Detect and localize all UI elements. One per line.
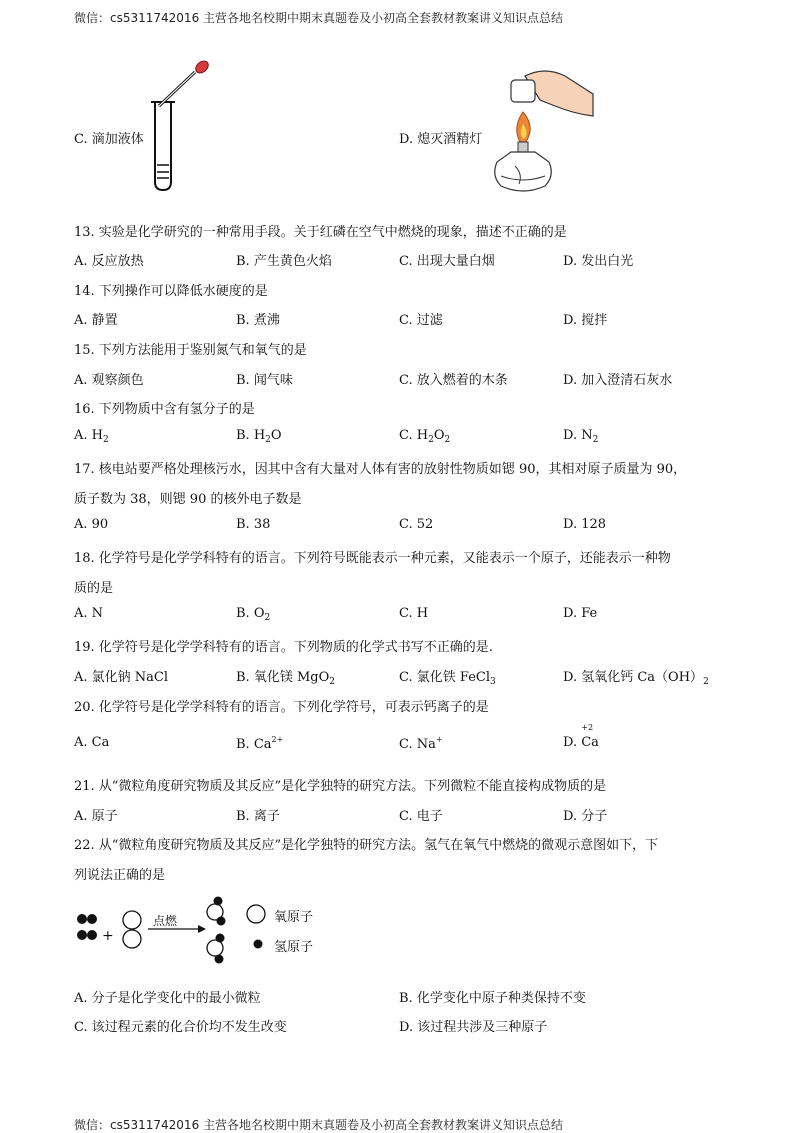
q14-stem: 14. 下列操作可以降低水硬度的是 [74,284,268,299]
q17-option-d: D. 128 [563,517,607,532]
q20-stem: 20. 化学符号是化学学科特有的语言。下列化学符号，可表示钙离子的是 [74,700,489,715]
q13-option-b: B. 产生黄色火焰 [236,254,332,269]
q22-option-d: D. 该过程共涉及三种原子 [399,1020,548,1035]
q22-option-c: C. 该过程元素的化合价均不发生改变 [74,1020,287,1035]
q17-option-a: A. 90 [74,517,109,532]
q16-stem: 16. 下列物质中含有氢分子的是 [74,402,255,417]
q21-option-d: D. 分子 [563,809,608,824]
q22-option-b: B. 化学变化中原子种类保持不变 [399,991,586,1006]
q16-option-a: A. $H_2$ [74,428,109,445]
q17-stem-line2: 质子数为 38，则锶 90 的核外电子数是 [74,492,302,507]
legend-oxygen-atom: 氧原子 [274,910,314,925]
dropper-test-tube-figure [145,60,215,192]
extinguish-alcohol-lamp-figure [485,66,600,196]
q19-option-c: C. 氯化铁 FeCl$_3$ [399,670,496,687]
q15-option-c: C. 放入燃着的木条 [399,373,508,388]
q13-stem: 13. 实验是化学研究的一种常用手段。关于红磷在空气中燃烧的现象，描述不正确的是 [74,225,567,240]
q20-option-b: B. $Ca^{2+}$ [236,735,284,752]
q14-option-a: A. 静置 [74,313,118,328]
q12-option-c: C. 滴加液体 [74,132,144,147]
legend-hydrogen-atom: 氢原子 [274,940,314,955]
q18-option-c: C. H [399,606,429,621]
q13-option-c: C. 出现大量白烟 [399,254,495,269]
q18-option-a: A. N [74,606,104,621]
q18-option-b: B. $O_2$ [236,606,271,623]
q13-option-d: D. 发出白光 [563,254,634,269]
q19-stem: 19. 化学符号是化学学科特有的语言。下列物质的化学式书写不正确的是. [74,640,493,655]
page-footer: 微信：cs5311742016 主营各地名校期中期末真题卷及小初高全套教材教案讲义知识点总结 [74,1118,564,1132]
q14-option-d: D. 搅拌 [563,313,608,328]
q17-option-b: B. 38 [236,517,271,532]
q14-option-b: B. 煮沸 [236,313,280,328]
q22-stem-line2: 列说法正确的是 [74,868,166,883]
reaction-diagram [70,888,370,970]
q15-option-b: B. 闻气味 [236,373,293,388]
q18-stem-line2: 质的是 [74,581,114,596]
page-header: 微信：cs5311742016 主营各地名校期中期末真题卷及小初高全套教材教案讲义知识点总结 [74,11,564,25]
q19-option-a: A. 氯化钠 NaCl [74,670,169,685]
q22-stem-line1: 22. 从“微粒角度研究物质及其反应”是化学独特的研究方法。氢气在氧气中燃烧的微观示意图如下，下 [74,838,659,853]
q21-stem: 21. 从“微粒角度研究物质及其反应”是化学独特的研究方法。下列微粒不能直接构成物质的是 [74,779,607,794]
q21-option-b: B. 离子 [236,809,280,824]
q19-option-d: D. 氢氧化钙 $Ca(OH)_2$ [563,670,709,687]
reaction-condition: 点燃 [153,914,178,928]
q13-option-a: A. 反应放热 [74,254,144,269]
q12-option-d: D. 熄灭酒精灯 [399,132,483,147]
plus-sign: + [102,928,114,944]
q20-option-d: D. +2 Ca [563,723,599,750]
q15-stem: 15. 下列方法能用于鉴别氮气和氧气的是 [74,343,307,358]
q21-option-a: A. 原子 [74,809,118,824]
q20-option-c: C. Na+ [399,735,443,752]
q20-option-a: A. Ca [74,735,110,750]
q16-option-b: B. $H_2O$ [236,428,282,445]
q16-option-c: C. $H_2O_2$ [399,428,451,445]
q22-option-a: A. 分子是化学变化中的最小微粒 [74,991,261,1006]
q15-option-a: A. 观察颜色 [74,373,144,388]
q14-option-c: C. 过滤 [399,313,443,328]
q17-option-c: C. 52 [399,517,434,532]
q18-option-d: D. Fe [563,606,598,621]
q16-option-d: D. $N_2$ [563,428,599,445]
valence-mark: +2 [581,723,594,732]
q21-option-c: C. 电子 [399,809,443,824]
q19-option-b: B. 氧化镁 MgO$_2$ [236,670,335,687]
q18-stem-line1: 18. 化学符号是化学学科特有的语言。下列符号既能表示一种元素，又能表示一个原子，还能表示一种物 [74,551,671,566]
q15-option-d: D. 加入澄清石灰水 [563,373,673,388]
q17-stem-line1: 17. 核电站要严格处理核污水，因其中含有大量对人体有害的放射性物质如锶 90，其相对原子质量为 90， [74,462,687,477]
